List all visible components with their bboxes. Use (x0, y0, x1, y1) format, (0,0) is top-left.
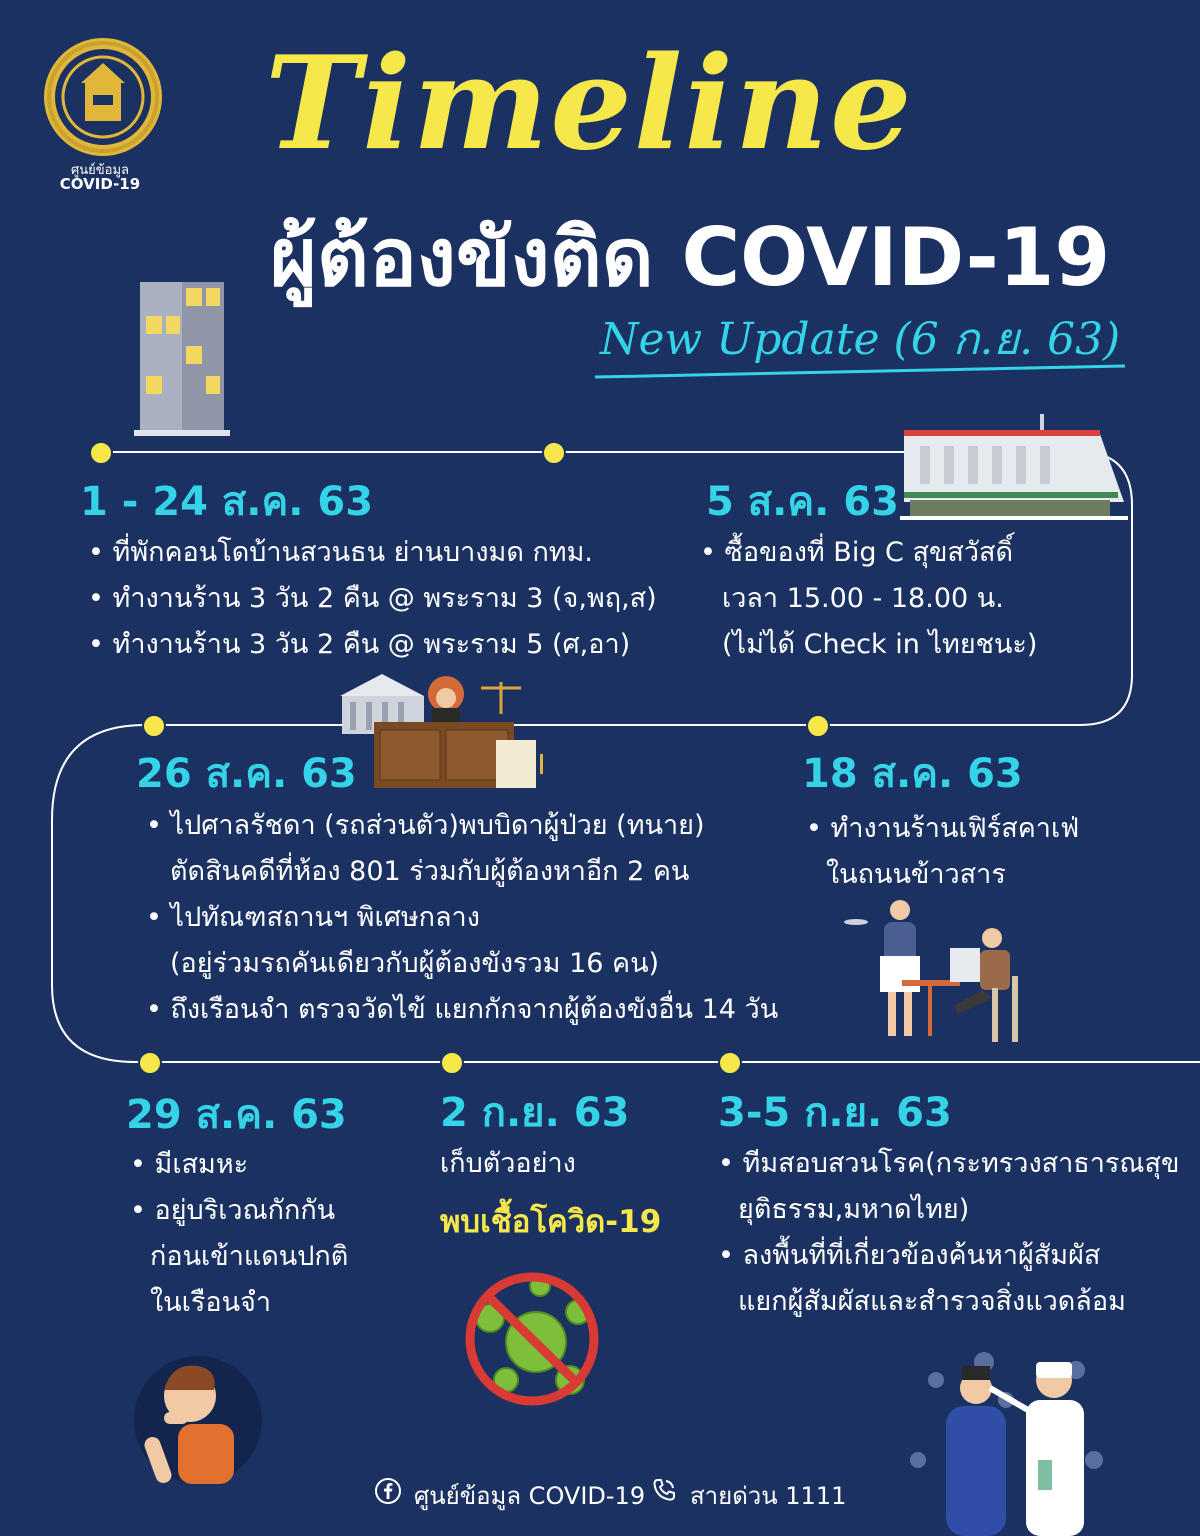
event-date: 2 ก.ย. 63 (440, 1090, 630, 1136)
hotline-label: สายด่วน 1111 (690, 1482, 847, 1510)
condo-building-illustration (134, 282, 230, 436)
virus-prohibited-icon (454, 1264, 610, 1414)
event-date: 5 ส.ค. 63 (706, 479, 899, 525)
event-detail-line: ตัดสินคดีที่ห้อง 801 ร่วมกับผู้ต้องหาอีก 2 คน (170, 856, 690, 887)
event-detail-item: • อยู่บริเวณกักกัน (130, 1188, 348, 1234)
timeline-dot (142, 714, 166, 738)
court-illustration (336, 668, 550, 792)
cafe-illustration (842, 896, 1024, 1044)
event-date: 18 ส.ค. 63 (802, 751, 1023, 797)
event-detail-line: (อยู่ร่วมรถคันเดียวกับผู้ต้องขังรวม 16 คน) (170, 948, 660, 979)
event-detail-line: ก่อนเข้าแดนปกติ (150, 1241, 349, 1272)
phone-icon (650, 1476, 678, 1504)
test-result-highlight: พบเชื้อโควิด-19 (440, 1204, 662, 1240)
timeline-dot (718, 1051, 742, 1075)
event-detail-item: • ทำงานร้าน 3 วัน 2 คืน @ พระราม 5 (ศ,อา) (88, 622, 657, 668)
event-detail-line: ในถนนข้าวสาร (826, 859, 1006, 890)
event-date: 29 ส.ค. 63 (126, 1092, 347, 1138)
event-detail-item: • ไปทัณฑสถานฯ พิเศษกลาง (146, 895, 778, 941)
event-details (806, 806, 1079, 898)
timeline-dot (89, 441, 113, 465)
event-detail-item: • มีเสมหะ (130, 1142, 348, 1188)
page-title: Timeline (265, 29, 914, 179)
event-detail-line: (ไม่ได้ Check in ไทยชนะ) (722, 629, 1038, 660)
event-detail-line: เก็บตัวอย่าง (440, 1148, 576, 1179)
timeline-dot (806, 714, 830, 738)
event-detail-item: • ทำงานร้าน 3 วัน 2 คืน @ พระราม 3 (จ,พฤ,ส) (88, 576, 657, 622)
event-date: 1 - 24 ส.ค. 63 (80, 479, 374, 525)
event-details (146, 803, 778, 1033)
logo-caption-line2: COVID-19 (59, 175, 141, 193)
event-details (130, 1142, 348, 1326)
timeline-dot (138, 1051, 162, 1075)
event-detail-line: แยกผู้สัมผัสและสำรวจสิ่งแวดล้อม (738, 1286, 1126, 1317)
logo-caption-line1: ศูนย์ข้อมูล (71, 163, 129, 178)
event-details (88, 530, 657, 668)
event-detail-item: • ทีมสอบสวนโรค(กระทรวงสาธารณสุข (718, 1141, 1179, 1187)
event-date: 26 ส.ค. 63 (136, 751, 357, 797)
event-detail-item: • ไปศาลรัชดา (รถส่วนตัว)พบบิดาผู้ป่วย (ทนาย) (146, 803, 778, 849)
facebook-page-label: ศูนย์ข้อมูล COVID-19 (414, 1482, 646, 1510)
event-detail-item: • ซื้อของที่ Big C สุขสวัสดิ์ (700, 530, 1037, 576)
event-detail-line: เวลา 15.00 - 18.00 น. (722, 583, 1004, 614)
update-label: New Update (6 ก.ย. 63) (600, 314, 1121, 365)
timeline-dot (440, 1051, 464, 1075)
timeline-dot (542, 441, 566, 465)
event-date: 3-5 ก.ย. 63 (718, 1090, 952, 1136)
event-detail-item: • ลงพื้นที่ที่เกี่ยวข้องค้นหาผู้สัมผัส (718, 1233, 1179, 1279)
event-detail-line: ยุติธรรม,มหาดไทย) (738, 1194, 970, 1225)
facebook-icon (374, 1477, 402, 1505)
event-details (700, 530, 1037, 668)
event-detail-line: ในเรือนจำ (150, 1287, 272, 1318)
government-seal-logo (44, 38, 162, 156)
bigc-store-illustration (900, 414, 1128, 522)
event-detail-item: • ที่พักคอนโดบ้านสวนธน ย่านบางมด กทม. (88, 530, 657, 576)
event-details (718, 1141, 1179, 1325)
page-subtitle: ผู้ต้องขังติด COVID-19 (270, 211, 1111, 304)
medical-testing-illustration (906, 1340, 1106, 1536)
coughing-patient-illustration (128, 1340, 268, 1504)
event-detail-item: • ทำงานร้านเฟิร์สคาเฟ่ (806, 806, 1079, 852)
event-detail-item: • ถึงเรือนจำ ตรวจวัดไข้ แยกกักจากผู้ต้องขังอื่น 14 วัน (146, 987, 778, 1033)
